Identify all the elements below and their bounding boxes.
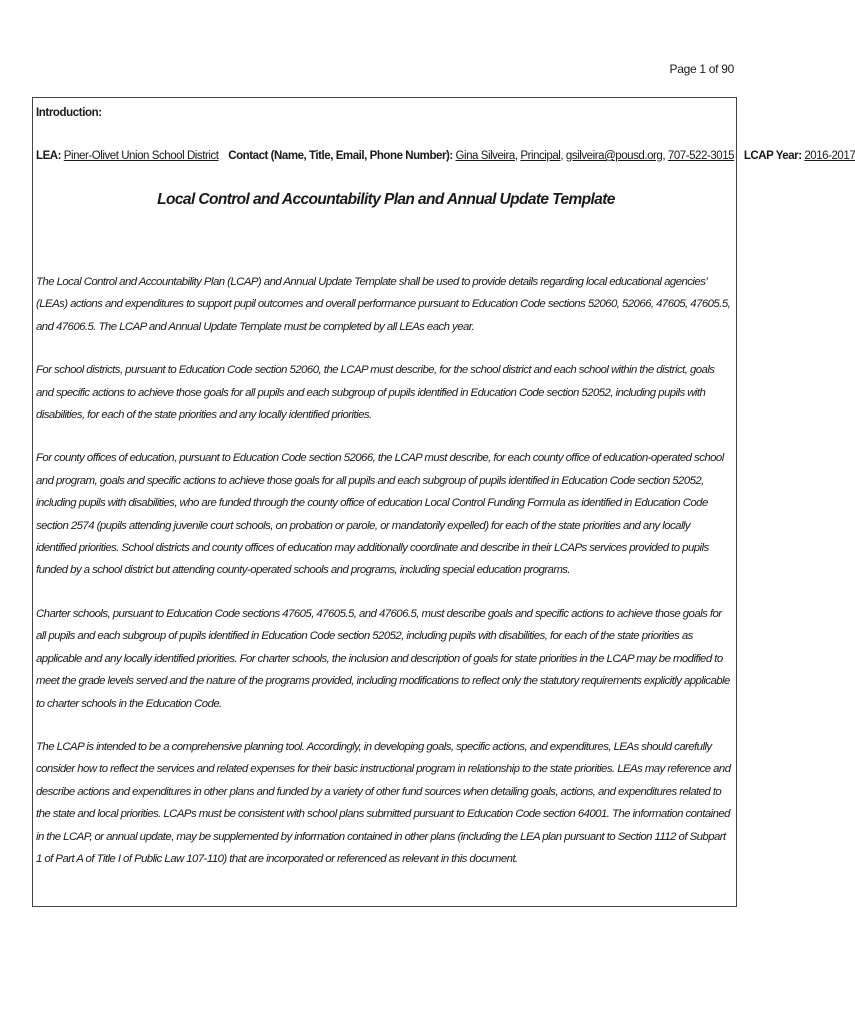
separator: ,: [514, 150, 518, 162]
lcap-year-label: LCAP Year:: [743, 150, 802, 162]
paragraph: For school districts, pursuant to Education Code section 52060, the LCAP must describe, for the school district and each school within the district, goals and specific actions to achieve those goals for all pupils and each subgroup of pupils identified in Education Code section 52052, including pupils with disabilities, for each of the state priorities and any locally identified priorities.: [36, 364, 715, 422]
paragraph: Charter schools, pursuant to Education Code sections 47605, 47605.5, and 47606.5, must describe goals and specific actions to achieve those goals for all pupils and each subgroup of pupils identified in Education Code section 52052, including pupils with disabilities, for each of the state priorities as applicable and any locally identified priorities. For charter schools, the inclusion and description of goals for state priorities in the LCAP may be modified to meet the grade levels served and the nature of the programs provided, including modifications to reflect only the statutory requirements explicitly applicable to charter schools in the Education Code.: [36, 607, 730, 710]
page-number: Page 1 of 90: [669, 62, 734, 76]
lea-info-line: [36, 147, 855, 165]
contact-title: Principal: [520, 150, 561, 162]
body-text: [36, 271, 736, 870]
introduction-heading: Introduction:: [36, 107, 102, 119]
lcap-year-value: 2016-2017: [804, 150, 855, 162]
document-title: Local Control and Accountability Plan and Annual Update Template: [157, 191, 615, 208]
paragraph: For county offices of education, pursuant to Education Code section 52066, the LCAP must describe, for each county office of education-operated school and program, goals and specific actions to achieve those goals for all pupils and each subgroup of pupils identified in Education Code section 52052, including pupils with disabilities, who are funded through the county office of education Local Control Funding Formula as identified in Education Code section 2574 (pupils attending juvenile court schools, on probation or parole, or mandatorily expelled) for each of the state priorities and any locally identified priorities. School districts and county offices of education may additionally coordinate and describe in their LCAPs services provided to pupils funded by a school district but attending county-operated schools and programs, including special education programs.: [36, 452, 724, 577]
document-frame: [32, 97, 855, 907]
lea-value: Piner-Olivet Union School District: [63, 150, 219, 162]
contact-label: Contact (Name, Title, Email, Phone Number):: [228, 150, 453, 162]
paragraph: The Local Control and Accountability Plan (LCAP) and Annual Update Template shall be used to provide details regarding local educational agencies’ (LEAs) actions and expenditures to support pupil outcomes and overall performance pursuant to Education Code sections 52060, 52066, 47605, 47605.5, and 47606.5. The LCAP and Annual Update Template must be completed by all LEAs each year.: [36, 276, 731, 333]
contact-phone: 707-522-3015: [667, 150, 735, 162]
separator: ,: [560, 150, 564, 162]
contact-name: Gina Silveira: [455, 150, 515, 162]
separator: ,: [662, 150, 666, 162]
contact-email: gsilveira@pousd.org: [565, 150, 663, 162]
paragraph: The LCAP is intended to be a comprehensive planning tool. Accordingly, in developing goals, specific actions, and expenditures, LEAs should carefully consider how to reflect the services and related expenses for their basic instructional program in relationship to the state priorities. LEAs may reference and describe actions and expenditures in other plans and funded by a variety of other fund sources when detailing goals, actions, and expenditures related to the state and local priorities. LCAPs must be consistent with school plans submitted pursuant to Education Code section 64001. The information contained in the LCAP, or annual update, may be supplemented by information contained in other plans (including the LEA plan pursuant to Section 1112 of Subpart 1 of Part A of Title I of Public Law 107-110) that are incorporated or referenced as relevant in this document.: [36, 740, 731, 865]
lea-label: LEA:: [36, 150, 62, 162]
